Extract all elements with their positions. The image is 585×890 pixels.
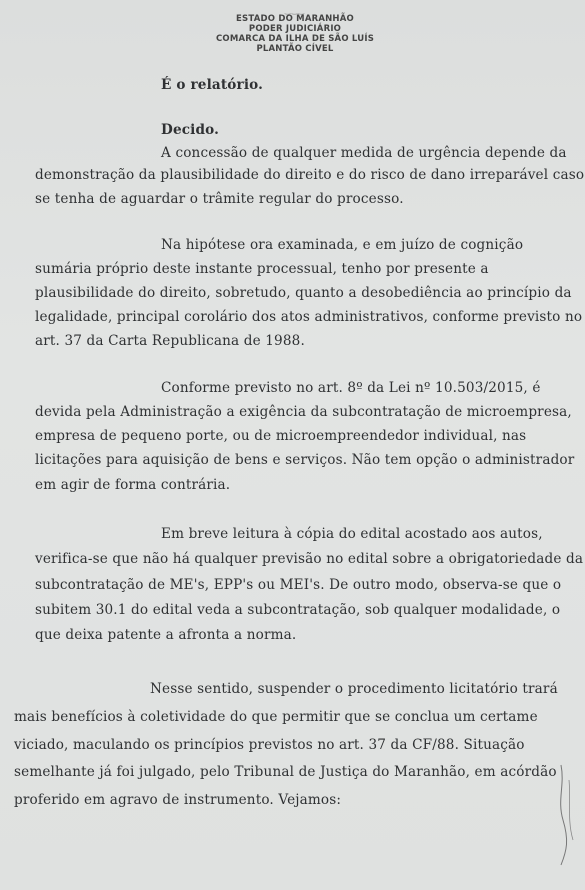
paragraph-line: subcontratação de ME's, EPP's ou MEI's. De outro modo, observa-se que o [35, 577, 562, 593]
paragraph-line: legalidade, principal corolário dos atos administrativos, conforme previsto no [35, 309, 583, 325]
paragraph-line: Na hipótese ora examinada, e em juízo de cognição [161, 237, 524, 253]
coat-of-arms-icon: ‿‿‿ [284, 7, 306, 15]
paragraph-line: sumária próprio deste instante processual, tenho por presente a [35, 261, 489, 277]
paragraph-line: subitem 30.1 do edital veda a subcontratação, sob qualquer modalidade, o [35, 602, 561, 618]
paragraph-line: demonstração da plausibilidade do direito e do risco de dano irreparável caso [35, 167, 585, 183]
letterhead-district: COMARCA DA ILHA DE SÃO LUÍS [215, 34, 375, 44]
paragraph-line: proferido em agravo de instrumento. Vejamos: [14, 792, 342, 808]
paragraph-line: mais benefícios à coletividade do que permitir que se conclua um certame [14, 709, 538, 725]
paragraph-line: Nesse sentido, suspender o procedimento licitatório trará [150, 681, 558, 697]
paragraph-line: Em breve leitura à cópia do edital acostado aos autos, [161, 526, 543, 542]
paragraph-line: devida pela Administração a exigência da subcontratação de microempresa, [35, 404, 572, 420]
decido-heading: Decido. [161, 122, 219, 138]
paragraph-line: verifica-se que não há qualquer previsão no edital sobre a obrigatoriedade da [35, 551, 584, 567]
paragraph-line: que deixa patente a afronta a norma. [35, 627, 297, 643]
paragraph-line: A concessão de qualquer medida de urgência depende da [161, 145, 567, 161]
paragraph-line: licitações para aquisição de bens e serviços. Não tem opção o administrador [35, 452, 575, 468]
paragraph-line: empresa de pequeno porte, ou de microempreendedor individual, nas [35, 428, 527, 444]
letterhead-judiciary: PODER JUDICIÁRIO [248, 24, 342, 34]
paragraph-line: viciado, maculando os princípios previstos no art. 37 da CF/88. Situação [14, 737, 525, 753]
paragraph-line: Conforme previsto no art. 8º da Lei nº 10.503/2015, é [161, 380, 541, 396]
paragraph-line: plausibilidade do direito, sobretudo, quanto a desobediência ao princípio da [35, 285, 572, 301]
signature-mark-icon [551, 760, 581, 870]
paragraph-line: art. 37 da Carta Republicana de 1988. [35, 333, 305, 349]
letterhead [200, 8, 390, 54]
paragraph-line: em agir de forma contrária. [35, 477, 231, 493]
letterhead-section: PLANTÃO CÍVEL [256, 44, 334, 54]
paragraph-line: semelhante já foi julgado, pelo Tribunal de Justiça do Maranhão, em acórdão [14, 764, 557, 780]
letterhead-state: ESTADO DO MARANHÃO [236, 14, 354, 24]
relatorio-statement: É o relatório. [161, 77, 264, 93]
paragraph-line: se tenha de aguardar o trâmite regular do processo. [35, 191, 404, 207]
